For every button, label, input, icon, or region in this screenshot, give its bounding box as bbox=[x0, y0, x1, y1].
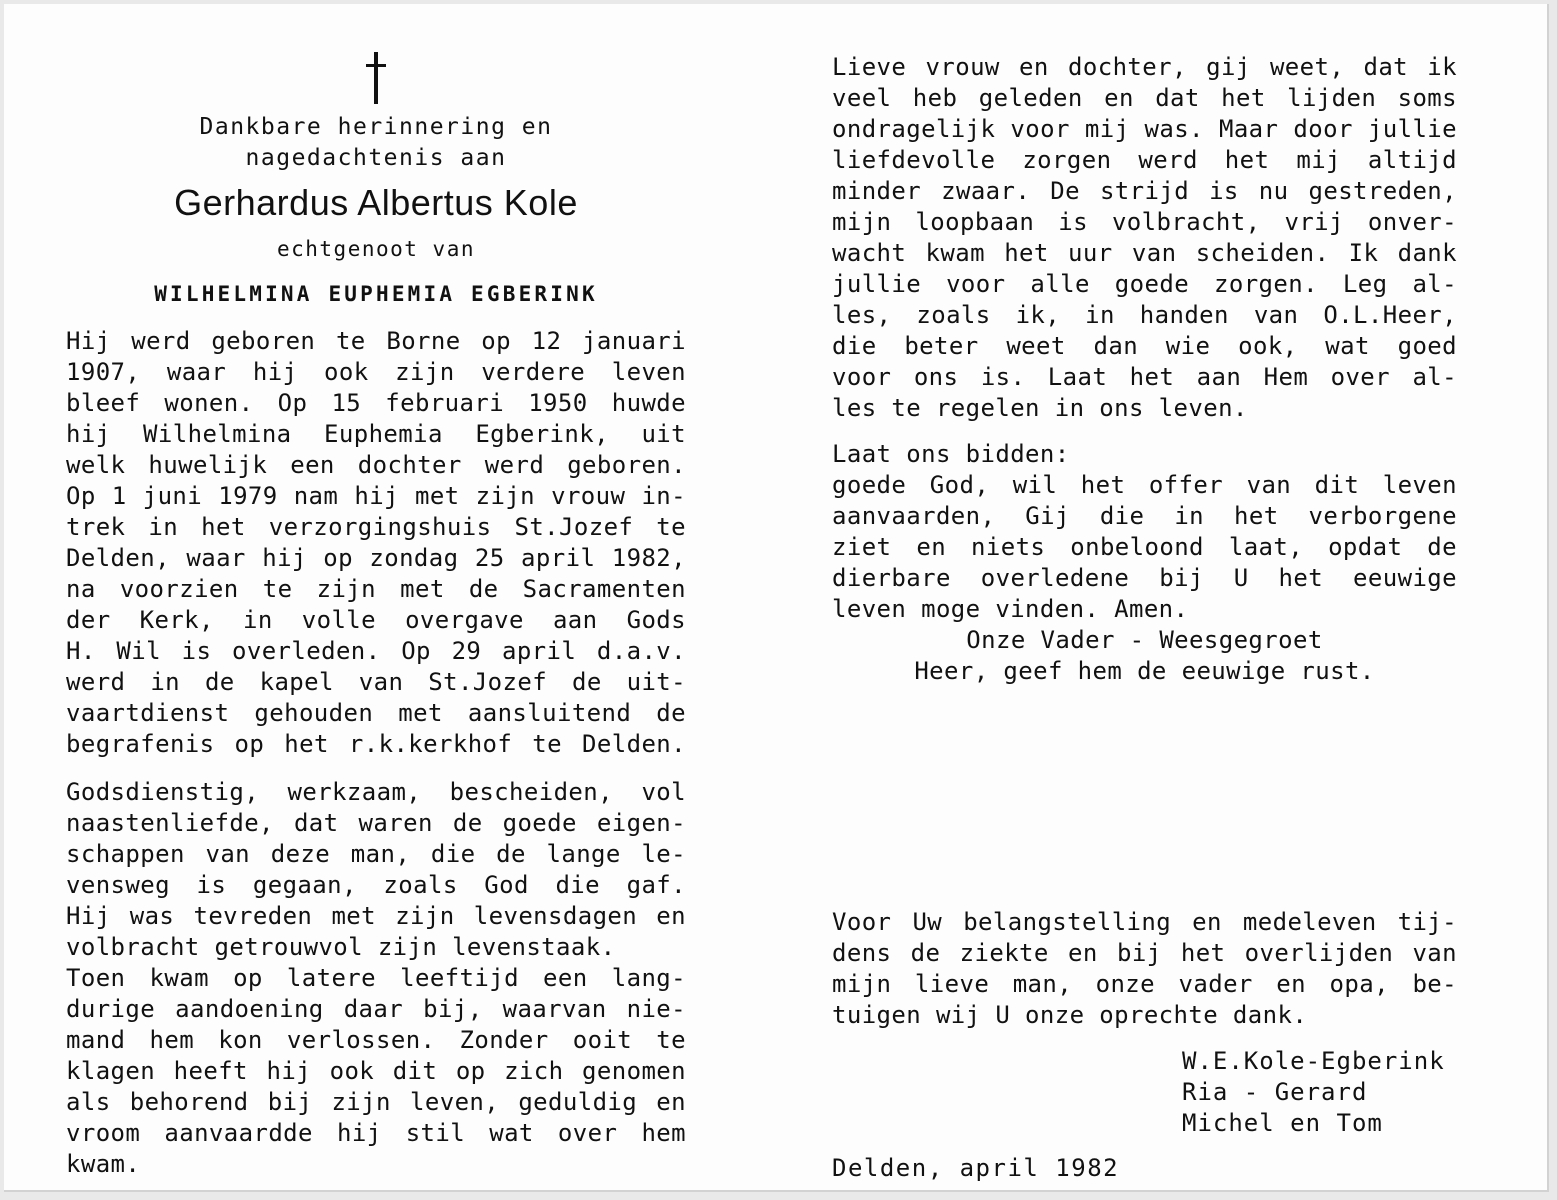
text-line: der Kerk, in volle overgave aan Gods bbox=[66, 606, 686, 634]
signatures bbox=[1182, 1046, 1445, 1139]
text-line: les te regelen in ons leven. bbox=[832, 394, 1248, 422]
text-line: vaartdienst gehouden met aansluitend de bbox=[66, 699, 686, 727]
text-line: Delden, waar hij op zondag 25 april 1982, bbox=[66, 544, 686, 572]
memorial-card bbox=[4, 4, 1549, 1192]
prayer-paragraph bbox=[832, 439, 1457, 625]
text-line: volbracht getrouwvol zijn levenstaak. bbox=[66, 933, 616, 961]
text-line: 1907, waar hij ook zijn verdere leven bbox=[66, 358, 686, 386]
text-line: dens de ziekte en bij het overlijden van bbox=[832, 939, 1457, 967]
text-line: mijn loopbaan is volbracht, vrij onver- bbox=[832, 208, 1457, 236]
text-line: begrafenis op het r.k.kerkhof te Delden. bbox=[66, 730, 686, 758]
thanks-paragraph bbox=[832, 907, 1457, 1031]
text-line: tuigen wij U onze oprechte dank. bbox=[832, 1001, 1308, 1029]
text-line: Heer, geef hem de eeuwige rust. bbox=[914, 657, 1375, 685]
heading-line-2: nagedachtenis aan bbox=[245, 145, 507, 171]
text-line: Voor Uw belangstelling en medeleven tij- bbox=[832, 908, 1457, 936]
text-line: mand hem kon verlossen. Zonder ooit te bbox=[66, 1026, 686, 1054]
text-line: trek in het verzorgingshuis St.Jozef te bbox=[66, 513, 686, 541]
cross-icon bbox=[363, 52, 389, 104]
text-line: Godsdienstig, werkzaam, bescheiden, vol bbox=[66, 778, 686, 806]
text-line: kwam. bbox=[66, 1150, 141, 1178]
text-line: wacht kwam het uur van scheiden. Ik dank bbox=[832, 239, 1457, 267]
text-line: minder zwaar. De strijd is nu gestreden, bbox=[832, 177, 1457, 205]
text-line: Toen kwam op latere leeftijd een lang- bbox=[66, 964, 686, 992]
text-line: liefdevolle zorgen werd het mij altijd bbox=[832, 146, 1457, 174]
text-line: welk huwelijk een dochter werd geboren. bbox=[66, 451, 686, 479]
text-line: vensweg is gegaan, zoals God die gaf. bbox=[66, 871, 686, 899]
text-line: leven moge vinden. Amen. bbox=[832, 595, 1189, 623]
text-line: werd in de kapel van St.Jozef de uit- bbox=[66, 668, 686, 696]
place-date: Delden, april 1982 bbox=[832, 1154, 1120, 1182]
text-line: die beter weet dan wie ook, wat goed bbox=[832, 332, 1457, 360]
prayer-intro: Laat ons bidden: bbox=[832, 440, 1070, 468]
farewell-message bbox=[832, 52, 1457, 424]
text-line: H. Wil is overleden. Op 29 april d.a.v. bbox=[66, 637, 686, 665]
relation-label: echtgenoot van bbox=[276, 237, 475, 261]
signature-line: W.E.Kole-Egberink bbox=[1182, 1047, 1445, 1075]
text-line: als behorend bij zijn leven, geduldig en bbox=[66, 1088, 686, 1116]
text-line: veel heb geleden en dat het lijden soms bbox=[832, 84, 1457, 112]
text-line: Hij werd geboren te Borne op 12 januari bbox=[66, 327, 686, 355]
text-line: mijn lieve man, onze vader en opa, be- bbox=[832, 970, 1457, 998]
text-line: dierbare overledene bij U het eeuwige bbox=[832, 564, 1457, 592]
heading-line-1: Dankbare herinnering en bbox=[199, 114, 553, 140]
text-line: hij Wilhelmina Euphemia Egberink, uit bbox=[66, 420, 686, 448]
text-line: vroom aanvaardde hij stil wat over hem bbox=[66, 1119, 686, 1147]
virtues-paragraph bbox=[66, 777, 686, 1180]
text-line: durige aandoening daar bij, waarvan nie- bbox=[66, 995, 686, 1023]
text-line: schappen van deze man, die de lange le- bbox=[66, 840, 686, 868]
text-line: les, zoals ik, in handen van O.L.Heer, bbox=[832, 301, 1457, 329]
text-line: Hij was tevreden met zijn levensdagen en bbox=[66, 902, 686, 930]
text-line: naastenliefde, dat waren de goede eigen- bbox=[66, 809, 686, 837]
text-line: ziet en niets onbeloond laat, opdat de bbox=[832, 533, 1457, 561]
text-line: aanvaarden, Gij die in het verborgene bbox=[832, 502, 1457, 530]
text-line: Op 1 juni 1979 nam hij met zijn vrouw in- bbox=[66, 482, 686, 510]
deceased-name: Gerhardus Albertus Kole bbox=[174, 182, 578, 223]
text-line: klagen heeft hij ook dit op zich genomen bbox=[66, 1057, 686, 1085]
text-line: voor ons is. Laat het aan Hem over al- bbox=[832, 363, 1457, 391]
text-line: ondragelijk voor mij was. Maar door jullie bbox=[832, 115, 1457, 143]
text-line: goede God, wil het offer van dit leven bbox=[832, 471, 1457, 499]
prayer-close bbox=[832, 625, 1457, 687]
spouse-name: WILHELMINA EUPHEMIA EGBERINK bbox=[154, 282, 598, 306]
text-line: Lieve vrouw en dochter, gij weet, dat ik bbox=[832, 53, 1457, 81]
signature-line: Michel en Tom bbox=[1182, 1109, 1383, 1137]
biography-paragraph bbox=[66, 326, 686, 760]
text-line: na voorzien te zijn met de Sacramenten bbox=[66, 575, 686, 603]
signature-line: Ria - Gerard bbox=[1182, 1078, 1368, 1106]
text-line: jullie voor alle goede zorgen. Leg al- bbox=[832, 270, 1457, 298]
text-line: Onze Vader - Weesgegroet bbox=[966, 626, 1323, 654]
text-line: bleef wonen. Op 15 februari 1950 huwde bbox=[66, 389, 686, 417]
